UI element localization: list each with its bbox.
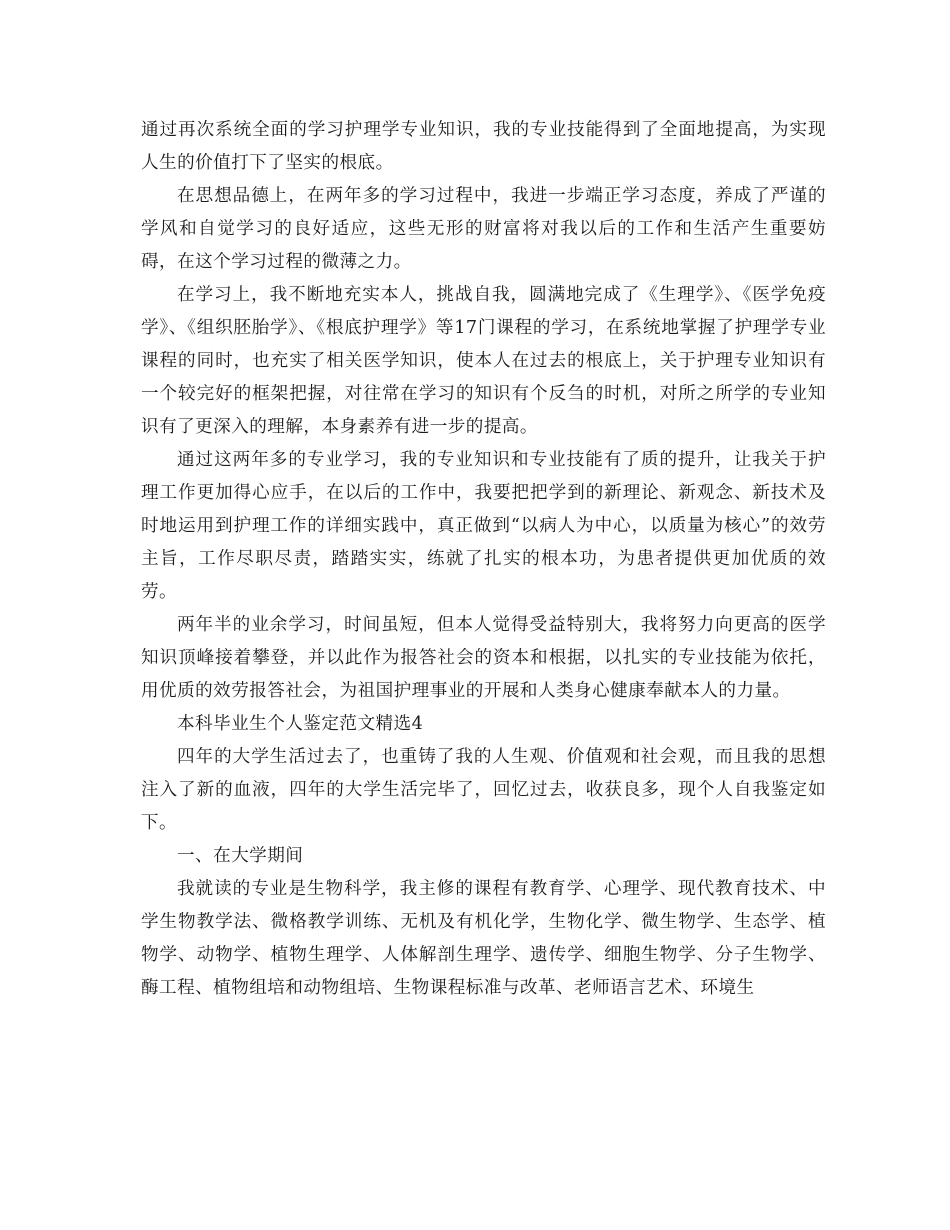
paragraph-intro: 四年的大学生活过去了，也重铸了我的人生观、价值观和社会观，而且我的思想注入了新的血液，四年的大学生活完毕了，回忆过去，收获良多，现个人自我鉴定如下。 <box>141 747 826 833</box>
paragraph-conclusion: 两年半的业余学习，时间虽短，但本人觉得受益特别大，我将努力向更高的医学知识顶峰接着攀登，并以此作为报答社会的资本和根据，以扎实的专业技能为依托，用优质的效劳报答社会，为祖国护理事业的开展和人类身心健康奉献本人的力量。 <box>141 615 826 701</box>
subsection-heading: 一、在大学期间 <box>177 846 304 866</box>
paragraph-moral-character: 在思想品德上，在两年多的学习过程中，我进一步端正学习态度，养成了严谨的学风和自觉学习的良好适应，这些无形的财富将对我以后的工作和生活产生重要妨碍，在这个学习过程的微薄之力。 <box>141 186 826 272</box>
paragraph-continuation: 通过再次系统全面的学习护理学专业知识，我的专业技能得到了全面地提高，为实现人生的价值打下了坚实的根底。 <box>141 120 826 173</box>
paragraph-study: 在学习上，我不断地充实本人，挑战自我，圆满地完成了《生理学》、《医学免疫学》、《组织胚胎学》、《根底护理学》等17门课程的学习，在系统地掌握了护理学专业课程的同时，也充实了相关医学知识，使本人在过去的根底上，关于护理专业知识有一个较完好的框架把握，对往常在学习的知识有个反刍的时机，对所之所学的专业知识有了更深入的理解，本身素养有进一步的提高。 <box>141 285 826 437</box>
paragraph-professional-growth: 通过这两年多的专业学习，我的专业知识和专业技能有了质的提升，让我关于护理工作更加得心应手，在以后的工作中，我要把把学到的新理论、新观念、新技术及时地运用到护理工作的详细实践中，真正做到“以病人为中心，以质量为核心”的效劳主旨，工作尽职尽责，踏踏实实，练就了扎实的根本功，为患者提供更加优质的效劳。 <box>141 450 826 602</box>
paragraph-courses: 我就读的专业是生物科学，我主修的课程有教育学、心理学、现代教育技术、中学生物教学法、微格教学训练、无机及有机化学，生物化学、微生物学、生态学、植物学、动物学、植物生理学、人体解剖生理学、遗传学、细胞生物学、分子生物学、酶工程、植物组培和动物组培、生物课程标准与改革、老师语言艺术、环境生 <box>141 879 826 998</box>
document-body <box>141 114 826 1005</box>
section-heading: 本科毕业生个人鉴定范文精选4 <box>177 714 424 734</box>
